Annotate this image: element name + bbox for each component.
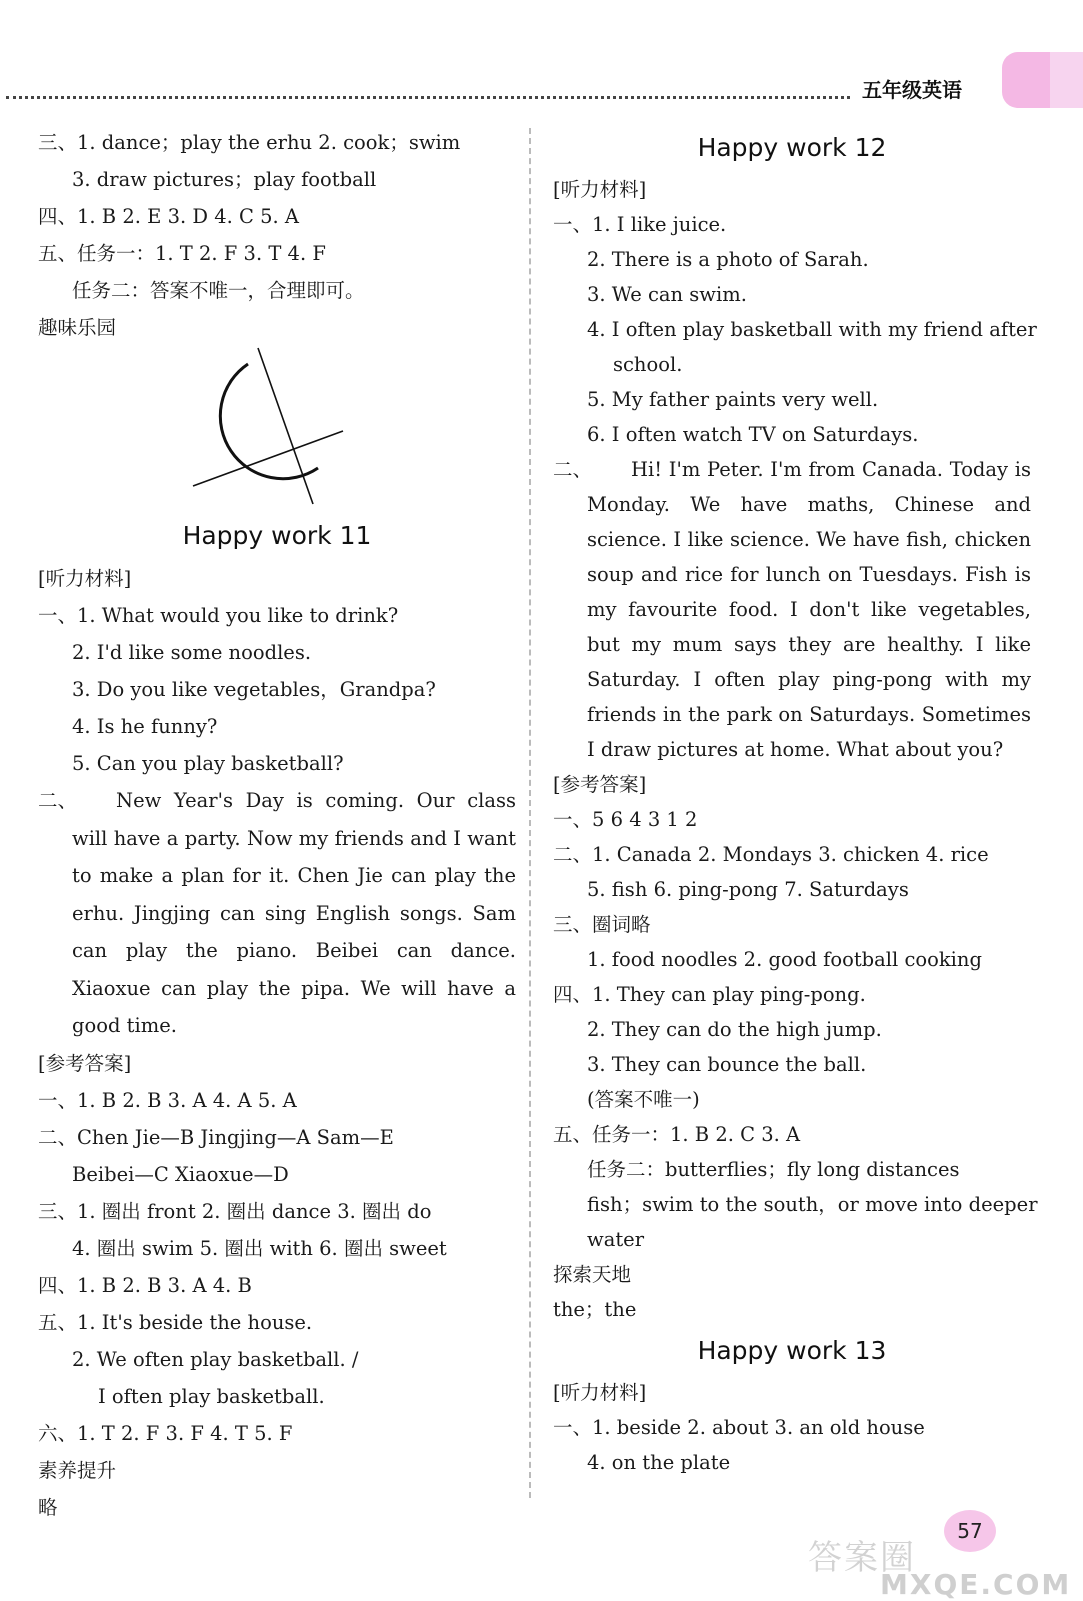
right-a7: 2. They can do the high jump. [587, 1018, 882, 1041]
right-q1: 一、1. I like juice. [553, 213, 727, 236]
header-tab-light [1050, 52, 1083, 108]
reference-answer-label-2: [参考答案] [553, 773, 647, 796]
right-column [553, 124, 1038, 1480]
reference-answer-label: [参考答案] [38, 1051, 132, 1075]
column-divider [529, 128, 531, 1498]
right-a11: 任务二：butterflies；fly long distances [587, 1158, 960, 1181]
watermark-text: 答案圈 [808, 1538, 916, 1578]
left-q3: 3. Do you like vegetables，Grandpa? [72, 678, 436, 701]
fun-park-heading: 趣味乐园 [38, 316, 117, 339]
right-q6: 6. I often watch TV on Saturdays. [587, 423, 919, 446]
crescent-moon-icon [188, 346, 348, 506]
left-line-3: 四、1. B 2. E 3. D 4. C 5. A [38, 205, 300, 228]
left-a12: 略 [38, 1495, 58, 1519]
right-q5: 5. My father paints very well. [587, 388, 879, 411]
left-q1: 一、1. What would you like to drink? [38, 604, 399, 627]
right-q3: 3. We can swim. [587, 283, 747, 306]
right-a3: 5. fish 6. ping-pong 7. Saturdays [587, 878, 909, 901]
left-passage-text: New Year's Day is coming. Our class will have a party. Now my friends and I want to make a plan for it. Chen Jie can play the erhu. Jingjing can sing English songs. Sam can play the piano. Beibei can dance. Xiaoxue can play the pipa. We will have a good time. [72, 789, 516, 1037]
left-q2: 2. I'd like some noodles. [72, 641, 312, 664]
right-q4: 4. I often play basketball with my friend after [587, 318, 1037, 341]
left-a5: 4. 圈出 swim 5. 圈出 with 6. 圈出 sweet [72, 1236, 447, 1260]
left-line-4: 五、任务一：1. T 2. F 3. T 4. F [38, 242, 326, 265]
right-a4: 三、圈词略 [553, 913, 651, 936]
listening-material-label-2: [听力材料] [553, 178, 647, 201]
left-a4: 三、1. 圈出 front 2. 圈出 dance 3. 圈出 do [38, 1199, 432, 1223]
right-a10: 五、任务一：1. B 2. C 3. A [553, 1123, 801, 1146]
right-passage-lead: 二、 [553, 458, 593, 481]
happy-work-12-title: Happy work 12 [697, 133, 887, 162]
left-q5: 5. Can you play basketball? [72, 752, 344, 775]
left-a6: 四、1. B 2. B 3. A 4. B [38, 1273, 252, 1297]
literacy-heading: 素养提升 [38, 1458, 117, 1482]
right-q4b: school. [613, 353, 683, 376]
left-column [38, 124, 516, 1526]
left-a7: 五、1. It's beside the house. [38, 1310, 313, 1334]
right-a8: 3. They can bounce the ball. [587, 1053, 867, 1076]
left-passage-lead: 二、 [38, 789, 78, 812]
right-a6: 四、1. They can play ping-pong. [553, 983, 866, 1006]
happy-work-11-title: Happy work 11 [182, 521, 372, 550]
right-b1: 一、1. beside 2. about 3. an old house [553, 1416, 925, 1439]
left-passage [38, 782, 516, 1045]
left-a1: 一、1. B 2. B 3. A 4. A 5. A [38, 1088, 297, 1112]
left-a9: I often play basketball. [98, 1384, 325, 1408]
right-a1: 一、5 6 4 3 1 2 [553, 808, 698, 831]
page-number: 57 [944, 1510, 996, 1552]
listening-material-label: [听力材料] [38, 567, 132, 590]
left-line-2: 3. draw pictures；play football [72, 168, 377, 191]
right-passage [553, 452, 1031, 767]
right-b2: 4. on the plate [587, 1451, 731, 1474]
left-line-5: 任务二：答案不唯一，合理即可。 [72, 279, 365, 302]
right-a12: fish；swim to the south，or move into deeper [587, 1193, 1038, 1216]
listening-material-label-3: [听力材料] [553, 1381, 647, 1404]
left-a2: 二、Chen Jie—B Jingjing—A Sam—E [38, 1125, 394, 1149]
grade-label: 五年级英语 [862, 78, 962, 102]
left-a10: 六、1. T 2. F 3. F 4. T 5. F [38, 1421, 293, 1445]
right-a15: the；the [553, 1298, 637, 1321]
right-a9: (答案不唯一) [587, 1088, 700, 1111]
right-a13: water [587, 1228, 645, 1251]
right-passage-text: Hi! I'm Peter. I'm from Canada. Today is Monday. We have maths, Chinese and science. I like science. We have fish, chicken soup and rice for lunch on Tuesdays. Fish is my favourite food. I don't like vegetables, but my mum says they are healthy. I like Saturday. I often play ping-pong with my friends in the park on Saturdays. Sometimes I draw pictures at home. What about you? [587, 458, 1031, 761]
left-line-1: 三、1. dance；play the erhu 2. cook；swim [38, 131, 461, 154]
happy-work-13-title: Happy work 13 [697, 1336, 887, 1365]
left-a8: 2. We often play basketball. / [72, 1347, 359, 1371]
header-dotted-line [6, 96, 850, 99]
moon-figure [38, 346, 516, 506]
left-q4: 4. Is he funny? [72, 715, 218, 738]
explore-heading: 探索天地 [553, 1263, 632, 1286]
right-a2: 二、1. Canada 2. Mondays 3. chicken 4. rice [553, 843, 989, 866]
right-q2: 2. There is a photo of Sarah. [587, 248, 869, 271]
left-a3: Beibei—C Xiaoxue—D [72, 1162, 289, 1186]
watermark-url: MXQE.COM [880, 1568, 1072, 1601]
right-a5: 1. food noodles 2. good football cooking [587, 948, 982, 971]
